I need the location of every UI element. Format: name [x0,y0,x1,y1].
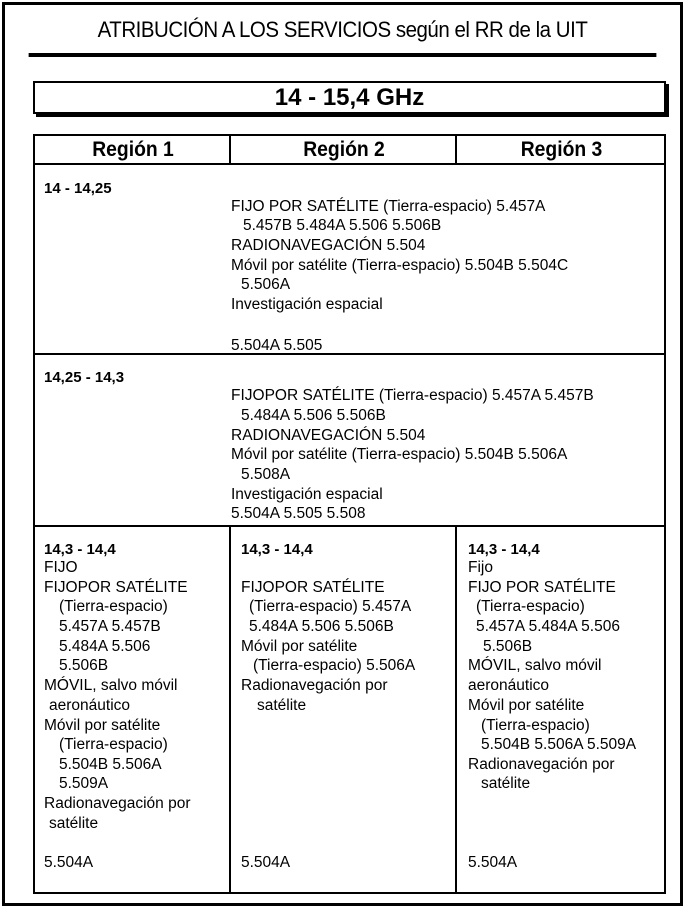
band-label: 14,3 - 14,4 [468,541,540,558]
band-label: 14,3 - 14,4 [44,541,116,558]
header-region-1: Región 1 [92,138,174,161]
allocation-line: 5.506A [241,276,291,293]
allocation-line: Radionavegación por [468,756,615,773]
band-label: 14,25 - 14,3 [44,369,125,386]
allocation-line: 5.506B [483,638,533,655]
allocation-line: FIJO POR SATÉLITE [468,579,616,596]
allocation-line: Móvil por satélite [468,697,585,714]
allocation-line: Investigación espacial [231,486,383,503]
allocation-line: (Tierra-espacio) [476,598,585,615]
band-label: 14 - 14,25 [44,180,112,197]
allocation-line: (Tierra-espacio) 5.506A [253,657,416,674]
allocation-line: Móvil por satélite [241,638,358,655]
allocation-line: 5.457A 5.484A 5.506 [476,618,620,635]
allocation-line: 5.457B 5.484A 5.506 5.506B [243,217,442,234]
header-divider [455,136,457,164]
footnote-line: 5.504A 5.505 [231,337,323,354]
allocation-line: Radionavegación por [44,795,191,812]
allocation-line: aeronáutico [468,677,550,694]
allocation-line: 5.506B [59,657,109,674]
allocation-line: 5.484A 5.506 5.506B [249,618,394,635]
header-region-3: Región 3 [520,138,603,161]
footnote-line: 5.504A [241,854,291,871]
allocation-line: FIJOPOR SATÉLITE (Tierra-espacio) 5.457A 5.457B [231,387,594,404]
header-region-2: Región 2 [303,138,385,161]
row-divider [35,353,664,355]
allocation-line: Fijo [468,559,493,576]
row-divider [35,163,664,165]
allocation-line: FIJO [44,559,78,576]
allocation-line: RADIONAVEGACIÓN 5.504 [231,427,426,444]
footnote-line: 5.504A 5.505 5.508 [231,505,366,522]
allocation-line: FIJOPOR SATÉLITE [241,579,385,596]
allocation-line: satélite [257,697,307,714]
page-title: ATRIBUCIÓN A LOS SERVICIOS según el RR de la UIT [29,5,657,57]
allocation-line: 5.504B 5.506A [59,756,162,773]
frequency-band-title: 14 - 15,4 GHz [33,81,666,114]
allocation-line: FIJOPOR SATÉLITE [44,579,188,596]
allocation-line: (Tierra-espacio) [59,598,168,615]
allocation-line: (Tierra-espacio) 5.457A [249,598,412,615]
allocation-line: MÓVIL, salvo móvil [468,657,602,674]
allocation-line: Investigación espacial [231,296,383,313]
allocation-line: 5.504B 5.506A 5.509A [481,736,637,753]
allocation-line: RADIONAVEGACIÓN 5.504 [231,237,426,254]
allocation-line: Radionavegación por [241,677,388,694]
footnote-line: 5.504A [44,854,94,871]
allocation-line: 5.508A [241,466,291,483]
allocation-line: 5.484A 5.506 5.506B [241,407,386,424]
allocation-line: (Tierra-espacio) [481,717,590,734]
allocation-line: satélite [49,815,99,832]
band-label: 14,3 - 14,4 [241,541,313,558]
row-divider [35,525,664,527]
document-frame [2,2,683,906]
allocation-line: 5.509A [59,775,109,792]
allocation-table [33,134,666,894]
allocation-line: aeronáutico [49,697,131,714]
allocation-line: FIJO POR SATÉLITE (Tierra-espacio) 5.457A [231,198,546,215]
allocation-line: (Tierra-espacio) [59,736,168,753]
column-divider [455,525,457,894]
allocation-line: Móvil por satélite [44,717,161,734]
column-divider [229,525,231,894]
allocation-line: 5.484A 5.506 [59,638,151,655]
footnote-line: 5.504A [468,854,518,871]
allocation-line: Móvil por satélite (Tierra-espacio) 5.504B 5.504C [231,257,569,274]
header-divider [229,136,231,164]
allocation-line: satélite [481,775,531,792]
allocation-line: MÓVIL, salvo móvil [44,677,178,694]
allocation-line: 5.457A 5.457B [59,618,161,635]
allocation-line: Móvil por satélite (Tierra-espacio) 5.504B 5.506A [231,446,568,463]
